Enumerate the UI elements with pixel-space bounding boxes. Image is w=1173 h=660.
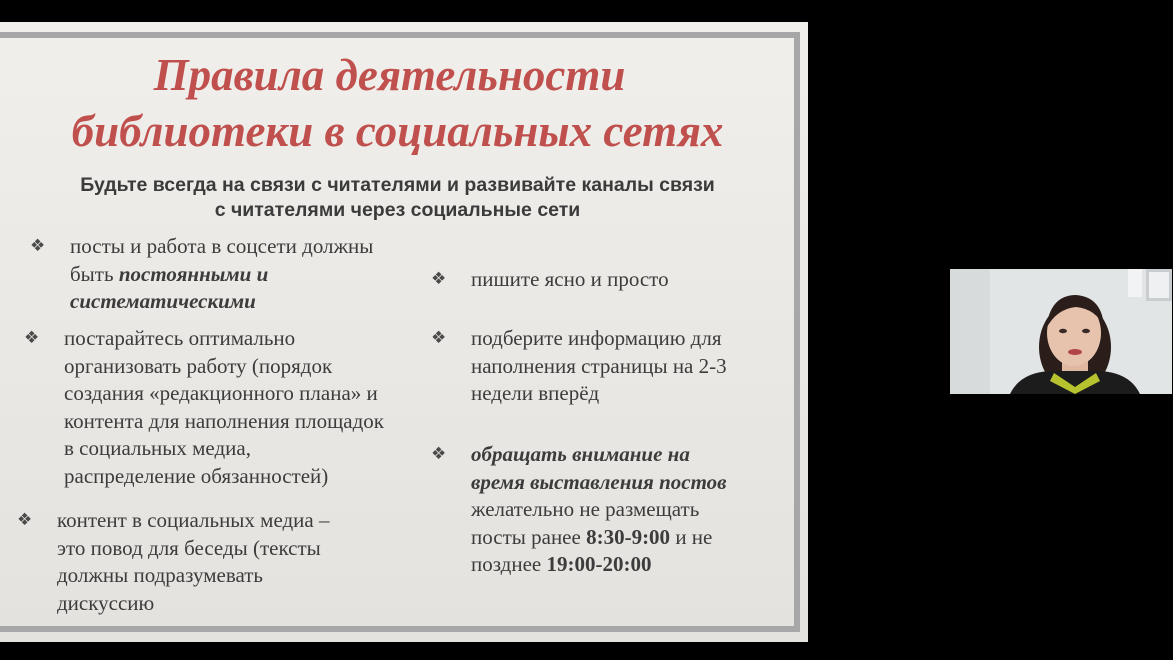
bullet-text: быть постоянными и bbox=[70, 261, 269, 286]
bullet-text: недели вперёд bbox=[471, 381, 600, 405]
bullet-text: в социальных медиа, bbox=[64, 436, 251, 460]
slide-subtitle-line-2: с читателями через социальные сети bbox=[214, 199, 581, 221]
bullet-diamond-icon: ❖ bbox=[431, 444, 447, 464]
bullet-text: контент в социальных медиа – bbox=[57, 508, 330, 532]
emphasis-text: систематическими bbox=[70, 289, 256, 313]
bullet-diamond-icon: ❖ bbox=[24, 328, 40, 348]
bullet-text: посты ранее 8:30-9:00 и не bbox=[471, 524, 713, 549]
bullet-text: это повод для беседы (тексты bbox=[57, 535, 321, 560]
bullet-diamond-icon: ❖ bbox=[431, 328, 447, 348]
bullet-text: позднее 19:00-20:00 bbox=[471, 552, 652, 576]
slide-title-line-1: Правила деятельности bbox=[153, 50, 626, 100]
emphasis-text: время выставления постов bbox=[471, 469, 727, 494]
bullet-text: должны подразумевать bbox=[57, 563, 263, 587]
bullet-text: пишите ясно и просто bbox=[471, 267, 669, 291]
emphasis-text: постоянными и bbox=[118, 261, 269, 286]
bullet-text: дискуссию bbox=[57, 590, 155, 615]
bullet-diamond-icon: ❖ bbox=[17, 510, 33, 530]
presentation-slide bbox=[0, 22, 808, 642]
bullet-diamond-icon: ❖ bbox=[30, 236, 46, 256]
webcam-video-thumbnail[interactable] bbox=[950, 269, 1172, 394]
bullet-text: подберите информацию для bbox=[471, 326, 722, 350]
slide-title-line-2: библиотеки в социальных сетях bbox=[71, 106, 724, 156]
bullet-diamond-icon: ❖ bbox=[431, 269, 447, 289]
bullet-text: организовать работу (порядок bbox=[64, 353, 333, 378]
bullet-text: желательно не размещать bbox=[471, 497, 700, 521]
slide-subtitle-line-1: Будьте всегда на связи с читателями и развивайте каналы связи bbox=[80, 174, 715, 196]
time-range-text: 19:00-20:00 bbox=[546, 552, 652, 576]
person-video-icon bbox=[950, 269, 1172, 394]
bullet-text: создания «редакционного плана» и bbox=[64, 381, 378, 405]
bullet-text: посты и работа в соцсети должны bbox=[70, 234, 374, 258]
bullet-text: постарайтесь оптимально bbox=[64, 326, 296, 350]
bullet-text: наполнения страницы на 2-3 bbox=[471, 353, 727, 378]
emphasis-text: обращать внимание на bbox=[471, 442, 690, 466]
time-range-text: 8:30-9:00 bbox=[586, 524, 671, 549]
bullet-text: контента для наполнения площадок bbox=[64, 408, 384, 433]
bullet-text: распределение обязанностей) bbox=[64, 463, 329, 488]
